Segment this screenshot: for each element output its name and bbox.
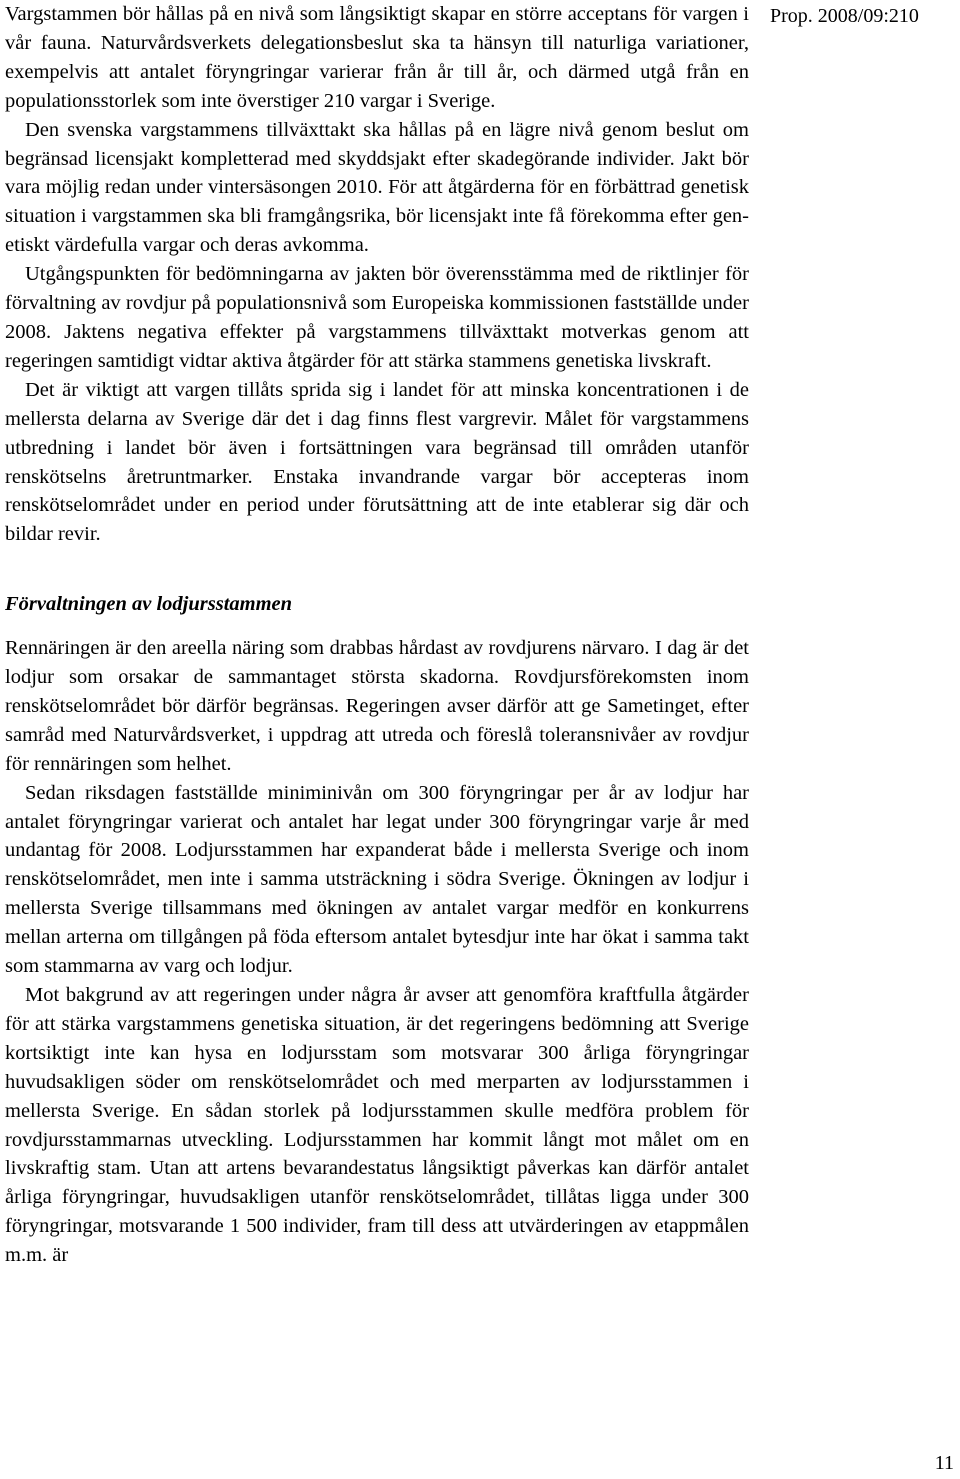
proposition-reference: Prop. 2008/09:210 [770,5,919,27]
paragraph-wolf-population-level: Vargstammen bör hållas på en nivå som långsiktigt skapar en större acceptans för vargen i vår fauna. Naturvårdsverkets delegationsbeslut ska ta hänsyn till naturliga variationer, exempelvis att antalet föryngringar varierar från år till år, och därmed utgå från en populationsstorlek som inte överstiger 210 vargar i Sverige. [5,3,749,112]
paragraph-hunting-assessment: Utgångspunkten för bedömningarna av jakten bör överensstämma med de riktlinjer för förvaltning av rovdjur på populationsnivå som Europeiska kommissionen fastställde under 2008. Jaktens negativa effekter på vargstammens tillväxttakt motverkas genom att regeringen samtidigt vidtar aktiva åtgärder för att stärka stammens genetiska livskraft. [5,263,749,372]
paragraph-wolf-distribution: Det är viktigt att vargen tillåts sprida sig i landet för att minska koncentrationen i de mellersta delarna av Sverige där det i dag finns flest vargrevir. Målet för vargstammens utbredning i landet bör även i fortsättningen vara begränsad till områden utanför renskötselns åretruntmarker. Enstaka invandrande vargar bör accepteras inom renskötselområdet under en period under förutsättning att de inte etablerar sig där och bildar revir. [5,378,749,546]
paragraph-reindeer-husbandry: Rennäringen är den areella näring som drabbas hårdast av rovdjurens närvaro. I dag är det lodjur som orsakar de sammantaget största skadorna. Rovdjursförekomsten inom renskötselområdet bör därför begränsas. Regeringen avser därför att ge Sametinget, efter samråd med Naturvårdsverket, i uppdrag att utreda och föreslå toleransnivåer av rovdjur för rennäringen som helhet. [5,637,749,775]
page-number: 11 [934,1452,954,1474]
paragraph-lynx-assessment: Mot bakgrund av att regeringen under några år avser att genomföra kraftfulla åtgärder för att stärka vargstammens genetiska situation, är det regeringens bedömning att Sverige kortsiktigt inte kan hysa en lodjursstam som motsvarar 300 årliga föryngringar huvudsakligen söder om renskötselområdet och med merparten av lodjursstammen i mellersta Sverige. En sådan storlek på lodjursstammen skulle medföra problem för rovdjursstammarnas utveckling. Lodjursstammen har kommit långt mot målet om en livskraftig stam. Utan att artens bevarandestatus långsiktigt påverkas kan därför antalet årliga föryngringar, huvudsakligen utanför renskötselområdet, tillåtas ligga under 300 föryngringar, motsvarande 1 500 individer, fram till dess att utvärderingen av etappmålen m.m. är [5,984,749,1267]
paragraph-wolf-growth-rate: Den svenska vargstammens tillväxttakt ska hållas på en lägre nivå genom beslut om begränsad licensjakt kompletterad med skyddsjakt efter skadegörande individer. Jakt bör vara möjlig redan under vintersäsongen 2010. För att åtgärderna för en förbättrad genetisk situation i vargstammen ska bli framgångsrika, bör licensjakt inte få förekomma efter genetiskt värdefulla vargar och deras avkomma. [5,118,749,257]
section-heading-lynx: Förvaltningen av lodjursstammen [5,593,293,616]
main-text-column [5,0,749,1270]
paragraph-lynx-reproductions: Sedan riksdagen fastställde miniminivån om 300 föryngringar per år av lodjur har antalet föryngringar varierat och antalet har legat under 300 föryngringar varje år med undantag för 2008. Lodjursstammen har expanderat både i mellersta Sverige och inom renskötselområdet, men inte i samma utsträckning i södra Sverige. Ökningen av lodjur i mellersta Sverige tillsammans med ökningen av antalet vargar medför en konkurrens mellan arterna om tillgången på föda eftersom antalet bytesdjur inte har ökat i samma takt som stammarna av varg och lodjur. [5,781,749,978]
